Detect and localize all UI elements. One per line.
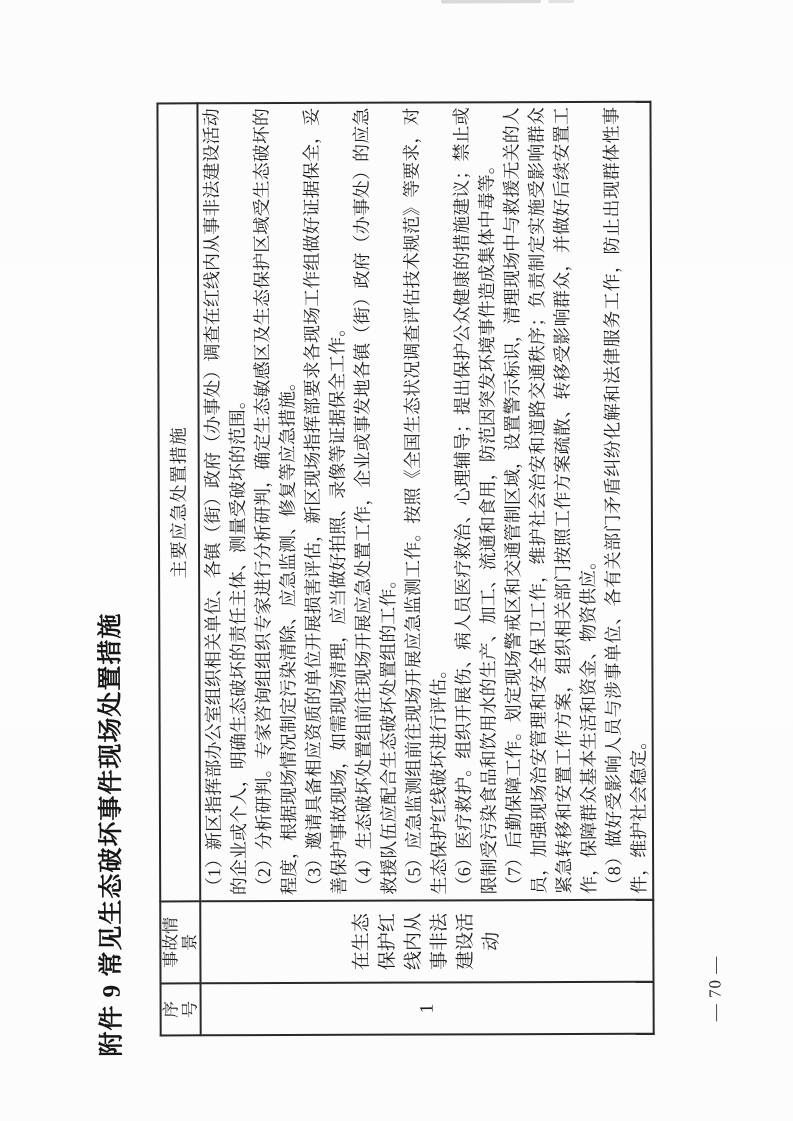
measure-item: （5）应急监测组前往现场开展应急监测工作。按照《全国生态状况调查评估技术规范》等要求，对生态保护红线破坏进行评估。 [401, 107, 450, 895]
measure-item: （2）分析研判。专家咨询组组织专家进行分析研判，确定生态敏感区及生态保护区域受生态破坏的程度，根据现场情况制定污染清除、应急监测、修复等应急措施。 [251, 108, 300, 896]
table-row [197, 102, 653, 1036]
document-title: 附件 9 常见生态破坏事件现场处置措施 [97, 612, 126, 1057]
measures-cell [197, 102, 653, 902]
scan-smudge [441, 0, 541, 3]
scan-smudge [548, 0, 574, 3]
scenario-cell [200, 900, 653, 984]
page-number: — 70 — [705, 955, 725, 1022]
measures-list [199, 107, 652, 896]
measure-item: （4）生态破坏处置组前往现场开展应急处置工作，企业或事发地各镇（街）政府（办事处）的应急救援队伍应配合生态破坏处置组的工作。 [351, 107, 400, 895]
measure-item: （3）邀请具备相应资质的单位开展损害评估，新区现场指挥部要求各现场工作组做好证据保全，妥善保护事故现场，如需现场清理，应当做好拍照、录像等证据保全工作。 [301, 107, 350, 895]
scenario-text: 在生态保护红线内从事非法建设活动 [350, 912, 502, 971]
column-header-measures: 主要应急处置措施 [157, 103, 200, 901]
measures-table [156, 101, 654, 1037]
measure-item: （8）做好受影响人员与涉事单位、各有关部门矛盾纠纷化解和法律服务工作，防止出现群体性事件，维护社会稳定。 [601, 106, 650, 894]
measure-item: （7）后勤保障工作。划定现场警戒区和交通管制区域，设置警示标识，清理现场中与救援无关的人员，加强现场治安管理和安全保卫工作，维护社会治安和道路交通秩序；负责制定实施受影响群众紧急转移和安置工作方案，组织相关部门按照工作方案疏散、转移受影响群众，并做好后续安置工作，保障群众基本生活和资金、物资供应。 [501, 106, 600, 895]
measure-item: （6）医疗救护。组织开展伤、病人员医疗救治、心理辅导；提出保护公众健康的措施建议；禁止或限制受污染食品和饮用水的生产、加工、流通和食用，防范因突发环境事件造成集体中毒等。 [451, 107, 500, 895]
column-header-serial-number: 序号 [161, 983, 201, 1035]
serial-number-cell: 1 [201, 982, 654, 1036]
table-header-row [157, 103, 200, 1035]
column-header-scenario: 事故情景 [160, 901, 200, 983]
measure-item: （1）新区指挥部办公室组织相关单位、各镇（街）政府（办事处）调查在红线内从事非法建设活动的企业或个人，明确生态破坏的责任主体、测量受破坏的范围。 [201, 108, 250, 896]
